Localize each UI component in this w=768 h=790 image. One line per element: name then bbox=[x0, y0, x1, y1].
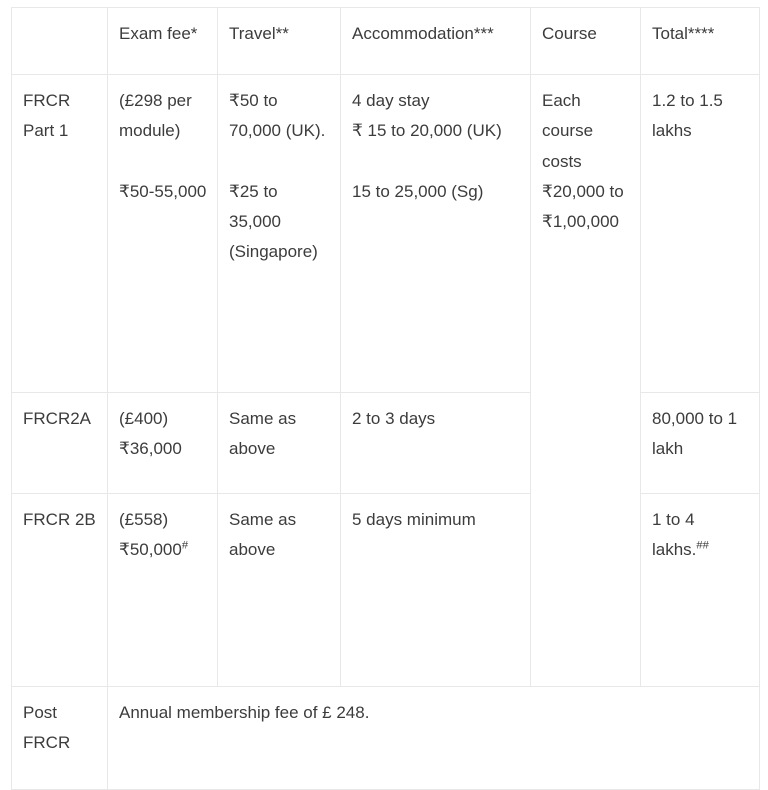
exam-fee-inr: ₹50-55,000 bbox=[119, 181, 207, 201]
cell-accommodation-2b: 5 days minimum bbox=[341, 494, 531, 687]
table-row bbox=[12, 494, 760, 687]
travel-singapore: ₹25 to 35,000 (Singapore) bbox=[229, 181, 318, 262]
column-header-accommodation: Accommodation*** bbox=[341, 8, 531, 75]
table-row bbox=[12, 75, 760, 393]
accommodation-stay-length: 4 day stay bbox=[352, 91, 430, 110]
footnote-marker-double-hash: ## bbox=[696, 539, 709, 552]
travel-uk: ₹50 to 70,000 (UK). bbox=[229, 91, 326, 141]
accommodation-uk-cost: ₹ 15 to 20,000 (UK) bbox=[352, 121, 502, 141]
column-header-course: Course bbox=[531, 8, 641, 75]
exam-fee-inr: ₹36,000 bbox=[119, 439, 182, 459]
row-label-frcr2a: FRCR2A bbox=[12, 393, 108, 494]
cell-total-2b bbox=[641, 494, 760, 687]
total-2b-value: 1 to 4 lakhs. bbox=[652, 510, 697, 560]
exam-fee-gbp: (£558) bbox=[119, 510, 169, 529]
table-row bbox=[12, 687, 760, 790]
cell-post-frcr-note: Annual membership fee of £ 248. bbox=[108, 687, 760, 790]
exam-fee-gbp: (£400) bbox=[119, 409, 169, 428]
cell-exam-fee-2b bbox=[108, 494, 218, 687]
cell-accommodation-2a: 2 to 3 days bbox=[341, 393, 531, 494]
table-header-row bbox=[12, 8, 760, 75]
row-label-frcr-2b: FRCR 2B bbox=[12, 494, 108, 687]
column-header-exam-fee: Exam fee* bbox=[108, 8, 218, 75]
cell-travel-2a: Same as above bbox=[218, 393, 341, 494]
row-label-frcr-part-1: FRCR Part 1 bbox=[12, 75, 108, 393]
spacer bbox=[119, 147, 207, 177]
spacer bbox=[352, 147, 520, 177]
exam-fee-inr-wrap bbox=[119, 535, 207, 565]
cell-course-merged: Each course costs ₹20,000 to ₹1,00,000 bbox=[531, 75, 641, 687]
cell-accommodation-part1 bbox=[341, 75, 531, 393]
table-row bbox=[12, 393, 760, 494]
exam-fee-inr: ₹50,000 bbox=[119, 540, 182, 560]
cell-travel-part1 bbox=[218, 75, 341, 393]
column-header-total: Total**** bbox=[641, 8, 760, 75]
cell-exam-fee-part1 bbox=[108, 75, 218, 393]
column-header-blank bbox=[12, 8, 108, 75]
footnote-marker-hash: # bbox=[181, 539, 189, 552]
cell-total-2a: 80,000 to 1 lakh bbox=[641, 393, 760, 494]
exam-fee-gbp: (£298 per module) bbox=[119, 91, 192, 141]
frcr-cost-table bbox=[11, 7, 760, 790]
column-header-travel: Travel** bbox=[218, 8, 341, 75]
spacer bbox=[229, 147, 330, 177]
cell-total-part1: 1.2 to 1.5 lakhs bbox=[641, 75, 760, 393]
cell-travel-2b: Same as above bbox=[218, 494, 341, 687]
row-label-post-frcr: Post FRCR bbox=[12, 687, 108, 790]
cell-exam-fee-2a bbox=[108, 393, 218, 494]
accommodation-sg-cost: 15 to 25,000 (Sg) bbox=[352, 181, 484, 201]
